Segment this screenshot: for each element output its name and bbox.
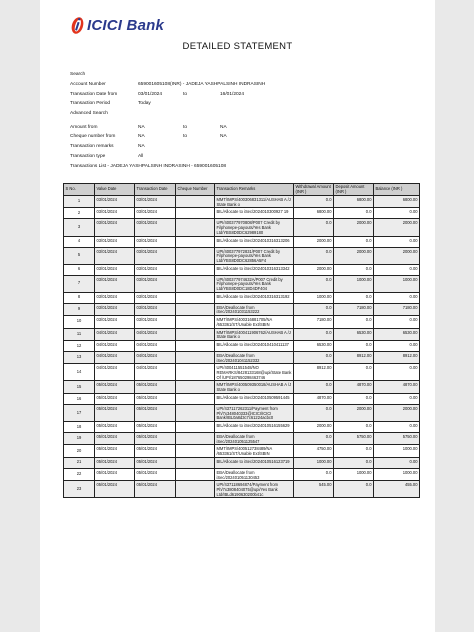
table-row [64, 404, 420, 421]
cell-cheque [176, 468, 215, 480]
cell-deposit: 0.0 [334, 445, 374, 457]
cell-sno: 13 [64, 351, 95, 363]
cell-remarks: EBA/Deallocate from iSec/202401041152332 [215, 351, 294, 363]
cell-deposit: 0.0 [334, 457, 374, 468]
cell-withdrawal: 0.0 [294, 247, 334, 264]
cell-deposit: 1000.00 [334, 275, 374, 292]
cell-balance: 0.00 [374, 316, 420, 328]
cell-value-date: 05/01/2024 [95, 404, 135, 421]
table-row [64, 275, 420, 292]
table-row [64, 219, 420, 236]
transactions-table [63, 183, 420, 498]
cell-withdrawal: 1000.00 [294, 292, 334, 303]
cell-txn-date: 04/01/2024 [135, 364, 176, 381]
cell-txn-date: 04/01/2024 [135, 351, 176, 363]
search-heading: Search [70, 72, 86, 77]
cell-value-date: 04/01/2024 [95, 364, 135, 381]
cell-cheque [176, 196, 215, 208]
cell-sno: 5 [64, 247, 95, 264]
cell-withdrawal: 0.0 [294, 275, 334, 292]
cell-remarks: BIL/Allocate to iSec/2024010410411137 [215, 340, 294, 351]
cell-cheque [176, 421, 215, 432]
table-row [64, 457, 420, 468]
cell-withdrawal: 2000.00 [294, 264, 334, 275]
cell-txn-date: 03/01/2024 [135, 208, 176, 219]
cell-sno: 3 [64, 219, 95, 236]
cell-remarks: BIL/Allocate to iSec/2024010516123719 [215, 457, 294, 468]
cell-cheque [176, 481, 215, 498]
cell-value-date: 03/01/2024 [95, 196, 135, 208]
cell-balance: 1000.00 [374, 445, 420, 457]
cell-cheque [176, 316, 215, 328]
cell-txn-date: 05/01/2024 [135, 457, 176, 468]
col-cheque-number: Cheque Number [176, 184, 215, 196]
cell-balance: 0.00 [374, 292, 420, 303]
table-row [64, 481, 420, 498]
cell-txn-date: 04/01/2024 [135, 340, 176, 351]
cell-withdrawal: 0.0 [294, 196, 334, 208]
period-value: Today [138, 101, 151, 106]
cell-withdrawal: 0.0 [294, 303, 334, 315]
cell-withdrawal: 0.0 [294, 381, 334, 393]
cell-cheque [176, 432, 215, 444]
cell-deposit: 0.0 [334, 481, 374, 498]
cell-deposit: 0.0 [334, 340, 374, 351]
cell-txn-date: 04/01/2024 [135, 328, 176, 340]
cell-value-date: 03/01/2024 [95, 303, 135, 315]
cell-cheque [176, 292, 215, 303]
cell-cheque [176, 247, 215, 264]
cell-deposit: 6530.00 [334, 328, 374, 340]
account-number-value: 659001605108(INR) - JADEJA YASHPALSINH INDRASINH [138, 82, 266, 87]
cell-txn-date: 03/01/2024 [135, 219, 176, 236]
cell-txn-date: 05/01/2024 [135, 468, 176, 480]
table-row [64, 340, 420, 351]
table-row [64, 381, 420, 393]
cell-deposit: 2000.00 [334, 404, 374, 421]
table-row [64, 316, 420, 328]
col-sno: S No. [64, 184, 95, 196]
cell-remarks: BIL/Allocate to iSec/2024010316313342 [215, 264, 294, 275]
cell-deposit: 7180.00 [334, 303, 374, 315]
cell-balance: 0.00 [374, 393, 420, 404]
cell-sno: 23 [64, 481, 95, 498]
cell-withdrawal: 2000.00 [294, 421, 334, 432]
cell-withdrawal: 0.0 [294, 328, 334, 340]
cell-value-date: 03/01/2024 [95, 264, 135, 275]
col-balance: Balance (INR ) [374, 184, 420, 196]
page-title: DETAILED STATEMENT [182, 41, 293, 52]
cell-balance: 6530.00 [374, 328, 420, 340]
cell-txn-date: 05/01/2024 [135, 445, 176, 457]
col-value-date: Value Date [95, 184, 135, 196]
col-transaction-date: Transaction Date [135, 184, 176, 196]
table-row [64, 432, 420, 444]
cell-deposit: 0.0 [334, 208, 374, 219]
cell-deposit: 0.0 [334, 292, 374, 303]
cell-withdrawal: 2000.00 [294, 236, 334, 247]
cell-remarks: MMT/IMPS/400316881705/NA /653361/ST/Unable Ext/SBIN [215, 316, 294, 328]
cell-txn-date: 03/01/2024 [135, 316, 176, 328]
cell-sno: 16 [64, 393, 95, 404]
date-to-value: 16/01/2024 [220, 92, 245, 97]
cell-value-date: 03/01/2024 [95, 316, 135, 328]
period-row: Transaction Period Today [70, 101, 151, 106]
cell-txn-date: 05/01/2024 [135, 381, 176, 393]
cell-value-date: 03/01/2024 [95, 208, 135, 219]
cell-txn-date: 05/01/2024 [135, 404, 176, 421]
cell-remarks: MMT/IMPS/400306831311/AUSHAB A /J State Bank o [215, 196, 294, 208]
date-from-value: 03/01/2024 [138, 92, 163, 97]
amount-row: Amount from NA to NA [70, 125, 227, 130]
cell-txn-date: 03/01/2024 [135, 247, 176, 264]
cell-withdrawal: 6530.00 [294, 340, 334, 351]
cell-withdrawal: 4750.00 [294, 445, 334, 457]
cell-deposit: 6800.00 [334, 196, 374, 208]
cell-value-date: 05/01/2024 [95, 457, 135, 468]
cell-withdrawal: 6800.00 [294, 208, 334, 219]
cell-txn-date: 05/01/2024 [135, 393, 176, 404]
table-row [64, 236, 420, 247]
cell-withdrawal: 0.0 [294, 351, 334, 363]
cell-value-date: 05/01/2024 [95, 381, 135, 393]
cell-balance: 0.00 [374, 340, 420, 351]
transactions-list-label: Transactions List - JADEJA YASHPALSINH INDRASINH - 659001605108 [70, 164, 227, 169]
cell-value-date: 04/01/2024 [95, 351, 135, 363]
cell-remarks: EBA/Deallocate from iSec/202401051130453 [215, 468, 294, 480]
cell-txn-date: 05/01/2024 [135, 481, 176, 498]
col-withdrawal: Withdrawal Amount (INR ) [294, 184, 334, 196]
cell-balance: 455.00 [374, 481, 420, 498]
cheque-row: Cheque number from NA to NA [70, 134, 227, 139]
cell-remarks: BIL/Allocate to iSec/2024010316313206 [215, 236, 294, 247]
cell-sno: 6 [64, 264, 95, 275]
table-row [64, 264, 420, 275]
cell-value-date: 05/01/2024 [95, 468, 135, 480]
cell-value-date: 05/01/2024 [95, 445, 135, 457]
account-number-row: Account Number 659001605108(INR) - JADEJA YASHPALSINH INDRASINH [70, 82, 266, 87]
type-row: Transaction type All [70, 154, 144, 159]
cell-sno: 11 [64, 328, 95, 340]
cell-balance: 4870.00 [374, 381, 420, 393]
cell-deposit: 0.0 [334, 316, 374, 328]
icici-bank-logo [70, 14, 164, 36]
cell-txn-date: 03/01/2024 [135, 292, 176, 303]
table-header-row [64, 184, 420, 196]
cell-balance: 6800.00 [374, 196, 420, 208]
cell-withdrawal: 545.00 [294, 481, 334, 498]
cell-balance: 5750.00 [374, 432, 420, 444]
cell-value-date: 05/01/2024 [95, 481, 135, 498]
cell-remarks: MMT/IMPS/400512738489/NA /653361/ST/Unable Ext/SBIN [215, 445, 294, 457]
table-row [64, 364, 420, 381]
cell-balance: 0.00 [374, 421, 420, 432]
cell-sno: 21 [64, 457, 95, 468]
cell-withdrawal: 0.0 [294, 219, 334, 236]
cell-sno: 18 [64, 421, 95, 432]
cell-sno: 8 [64, 292, 95, 303]
cell-value-date: 03/01/2024 [95, 236, 135, 247]
cell-balance: 1000.00 [374, 468, 420, 480]
cell-value-date: 04/01/2024 [95, 340, 135, 351]
cell-value-date: 03/01/2024 [95, 292, 135, 303]
cell-remarks: UPI/400377972831/P007 Credit by Fi/phonepe-payouts/Yes Bank Ltd/YBS8D0DC62856A5F4 [215, 247, 294, 264]
table-row [64, 292, 420, 303]
cell-remarks: UPI/400377970808/P007 Credit by Fi/phonepe-payouts/Yes Bank Ltd/YBS8D0DC62989180 [215, 219, 294, 236]
cell-balance: 1000.00 [374, 275, 420, 292]
cell-deposit: 4870.00 [334, 381, 374, 393]
cell-deposit: 5750.00 [334, 432, 374, 444]
table-row [64, 247, 420, 264]
cell-balance: 7180.00 [374, 303, 420, 315]
remarks-row: Transaction remarks NA [70, 144, 145, 149]
cell-deposit: 1000.00 [334, 468, 374, 480]
cell-value-date: 03/01/2024 [95, 275, 135, 292]
cell-cheque [176, 236, 215, 247]
cell-txn-date: 03/01/2024 [135, 236, 176, 247]
cell-cheque [176, 364, 215, 381]
table-row [64, 196, 420, 208]
cell-remarks: MMT/IMPS/400509350018/AUSHAB A /J State Bank o [215, 381, 294, 393]
cell-deposit: 2000.00 [334, 247, 374, 264]
cell-cheque [176, 303, 215, 315]
cell-sno: 19 [64, 432, 95, 444]
cell-remarks: BIL/Allocate to iSec/2024010300927 19 [215, 208, 294, 219]
cell-withdrawal: 1000.00 [294, 457, 334, 468]
col-deposit: Deposit Amount (INR ) [334, 184, 374, 196]
cell-remarks: BIL/Allocate to iSec/2024010509591445 [215, 393, 294, 404]
cell-remarks: EBA/Deallocate from iSec/202401031153222 [215, 303, 294, 315]
cell-sno: 7 [64, 275, 95, 292]
cell-withdrawal: 4870.00 [294, 393, 334, 404]
cell-deposit: 8912.00 [334, 351, 374, 363]
cell-balance: 2000.00 [374, 404, 420, 421]
cell-value-date: 03/01/2024 [95, 247, 135, 264]
bank-name: ICICI Bank [87, 16, 165, 34]
cell-balance: 2000.00 [374, 219, 420, 236]
cell-cheque [176, 381, 215, 393]
table-row [64, 208, 420, 219]
cell-withdrawal: 0.0 [294, 404, 334, 421]
cell-sno: 22 [64, 468, 95, 480]
cell-deposit: 0.0 [334, 264, 374, 275]
table-row [64, 393, 420, 404]
cell-withdrawal: 8912.00 [294, 364, 334, 381]
cell-value-date: 03/01/2024 [95, 219, 135, 236]
cell-remarks: UPI/400377974632A/P007 Credit by Fi/phonepe-payouts/Yes Bank Ltd/YBS8D0DC18D4DF404 [215, 275, 294, 292]
cell-balance: 0.00 [374, 264, 420, 275]
cell-withdrawal: 0.0 [294, 432, 334, 444]
cell-value-date: 05/01/2024 [95, 421, 135, 432]
cell-balance: 0.00 [374, 208, 420, 219]
cell-sno: 10 [64, 316, 95, 328]
cell-balance: 0.00 [374, 364, 420, 381]
cell-cheque [176, 264, 215, 275]
cell-cheque [176, 219, 215, 236]
cell-remarks: UPI/437118694874/Payment from Ph/7x3808404075@upi/Yes Bank Ltd/IBLd6190630200b41c [215, 481, 294, 498]
table-row [64, 328, 420, 340]
cell-value-date: 05/01/2024 [95, 432, 135, 444]
statement-page [40, 0, 435, 632]
cell-deposit: 0.0 [334, 421, 374, 432]
cell-sno: 17 [64, 404, 95, 421]
cell-sno: 4 [64, 236, 95, 247]
cell-remarks: UPI/437117262311/Payment from Ph/7x348040333@ICICI/ICICI Bank/IBL0a8d3c7c61224acbc0 [215, 404, 294, 421]
cell-txn-date: 05/01/2024 [135, 421, 176, 432]
cell-sno: 1 [64, 196, 95, 208]
cell-value-date: 05/01/2024 [95, 393, 135, 404]
cell-remarks: BIL/Allocate to iSec/2024010516155629 [215, 421, 294, 432]
cell-balance: 2000.00 [374, 247, 420, 264]
cell-cheque [176, 275, 215, 292]
table-row [64, 445, 420, 457]
cell-cheque [176, 351, 215, 363]
cell-balance: 0.00 [374, 236, 420, 247]
cell-cheque [176, 393, 215, 404]
advanced-search-heading: Advanced Search [70, 111, 108, 116]
icici-emblem-icon [70, 15, 84, 35]
table-row [64, 303, 420, 315]
table-row [64, 468, 420, 480]
cell-txn-date: 03/01/2024 [135, 303, 176, 315]
cell-balance: 8912.00 [374, 351, 420, 363]
cell-cheque [176, 208, 215, 219]
cell-txn-date: 03/01/2024 [135, 264, 176, 275]
table-body [64, 196, 420, 498]
cell-txn-date: 05/01/2024 [135, 432, 176, 444]
table-row [64, 421, 420, 432]
cell-withdrawal: 7180.00 [294, 316, 334, 328]
cell-txn-date: 03/01/2024 [135, 275, 176, 292]
cell-sno: 14 [64, 364, 95, 381]
cell-remarks: MMT/IMPS/400411906762/AUSHAB A /J State Bank o [215, 328, 294, 340]
cell-remarks: UPI/400411551548/NO REMARKS/8428133168@upi/State Bank Of /UPI/187650298463746 [215, 364, 294, 381]
date-range-row: Transaction Date from 03/01/2024 to 16/01/2024 [70, 92, 245, 97]
cell-sno: 15 [64, 381, 95, 393]
cell-sno: 20 [64, 445, 95, 457]
cell-cheque [176, 328, 215, 340]
cell-withdrawal: 0.0 [294, 468, 334, 480]
cell-deposit: 0.0 [334, 364, 374, 381]
cell-cheque [176, 340, 215, 351]
cell-cheque [176, 445, 215, 457]
cell-remarks: EBA/Deallocate from iSec/202401051125547 [215, 432, 294, 444]
cell-remarks: BIL/Allocate to iSec/2024010316313192 [215, 292, 294, 303]
cell-deposit: 2000.00 [334, 219, 374, 236]
cell-sno: 9 [64, 303, 95, 315]
cell-cheque [176, 404, 215, 421]
cell-deposit: 0.0 [334, 236, 374, 247]
table-row [64, 351, 420, 363]
cell-sno: 12 [64, 340, 95, 351]
cell-txn-date: 03/01/2024 [135, 196, 176, 208]
cell-balance: 0.00 [374, 457, 420, 468]
cell-sno: 2 [64, 208, 95, 219]
cell-deposit: 0.0 [334, 393, 374, 404]
cell-value-date: 04/01/2024 [95, 328, 135, 340]
col-remarks: Transaction Remarks [215, 184, 294, 196]
cell-cheque [176, 457, 215, 468]
